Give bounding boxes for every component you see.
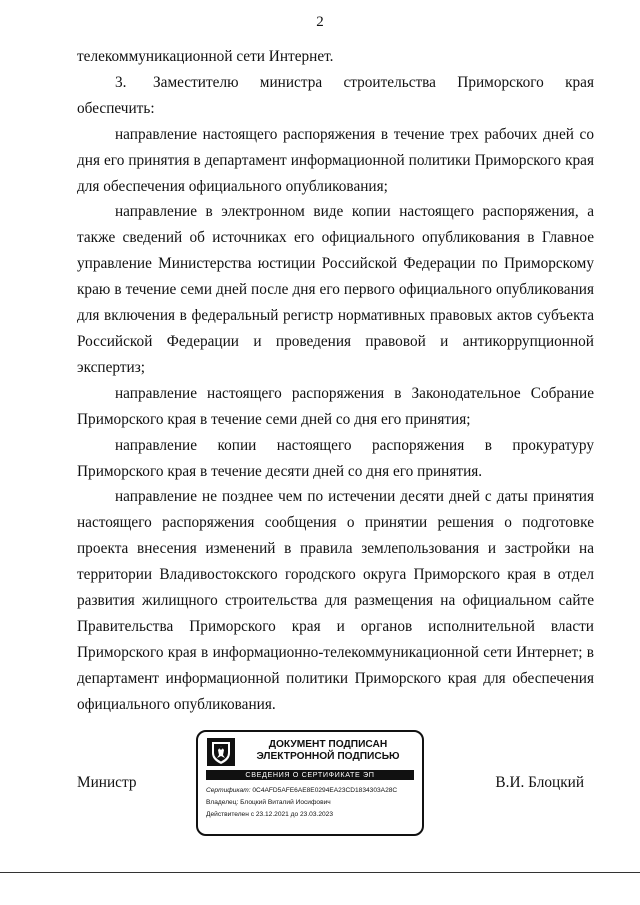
electronic-signature-stamp — [196, 730, 424, 836]
item-3-paragraph — [77, 70, 594, 122]
certificate-serial: 0C4AFD5AFE6AE8E0294EA23CD1834303A28C — [252, 787, 398, 794]
item-text: Заместителю министра строительства Приморского края обеспечить: — [77, 73, 594, 117]
paragraph-continuation: телекоммуникационной сети Интернет. — [77, 48, 334, 65]
paragraph-publication: направление настоящего распоряжения в течение трех рабочих дней со дня его принятия в департамент информационной политики Приморского края для обеспечения официального опубликования; — [77, 125, 594, 195]
signature-block — [77, 739, 594, 836]
stamp-details — [206, 785, 420, 821]
paragraph-prosecutor: направление копии настоящего распоряжения в прокуратуру Приморского края в течение десяти дней со дня его принятия. — [77, 436, 594, 480]
paragraph-ministry-of-justice: направление в электронном виде копии настоящего распоряжения, а также сведений об источниках его официального опубликования в Главное управление Министерства юстиции Российской Федерации по Приморскому краю в течение семи дней после дня его первого официального опубликования для включения в федеральный регистр нормативных правовых актов субъекта Российской Федерации и проведения правовой и антикоррупционной экспертиз; — [77, 203, 594, 376]
stamp-owner-line: Владелец: Блоцкий Виталий Иосифович — [206, 799, 331, 806]
paragraph-announcement: направление не позднее чем по истечении десяти дней с даты принятия настоящего распоряжения сообщения о принятии решения о подготовке проекта внесения изменений в правила землепользования и застройки на территории Владивостокского городского округа Приморского края в отдел развития жилищного строительства для размещения на официальном сайте Правительства Приморского края и органов исполнительной власти Приморского края в информационно-телекоммуникационной сети Интернет; в департамент информационной политики Приморского края для обеспечения официального опубликования. — [77, 488, 594, 713]
coat-of-arms-icon — [207, 738, 235, 766]
certificate-label: Сертификат: — [206, 787, 251, 794]
paragraph-legislative-assembly: направление настоящего распоряжения в Законодательное Собрание Приморского края в течение семи дней со дня его принятия; — [77, 384, 594, 428]
stamp-certificate-line — [206, 785, 420, 797]
stamp-heading-line-2: ЭЛЕКТРОННОЙ ПОДПИСЬЮ — [256, 751, 400, 762]
footer-divider — [0, 872, 640, 873]
stamp-certificate-bar: СВЕДЕНИЯ О СЕРТИФИКАТЕ ЭП — [206, 770, 414, 780]
stamp-heading-line-1: ДОКУМЕНТ ПОДПИСАН — [268, 739, 388, 750]
page-number: 2 — [316, 14, 324, 30]
item-number: 3. — [115, 73, 127, 91]
signer-title: Министр — [77, 774, 137, 791]
stamp-validity-line: Действителен с 23.12.2021 до 23.03.2023 — [206, 811, 334, 818]
signer-name: В.И. Блоцкий — [495, 774, 584, 791]
stamp-heading — [238, 739, 418, 763]
document-body — [77, 44, 594, 718]
